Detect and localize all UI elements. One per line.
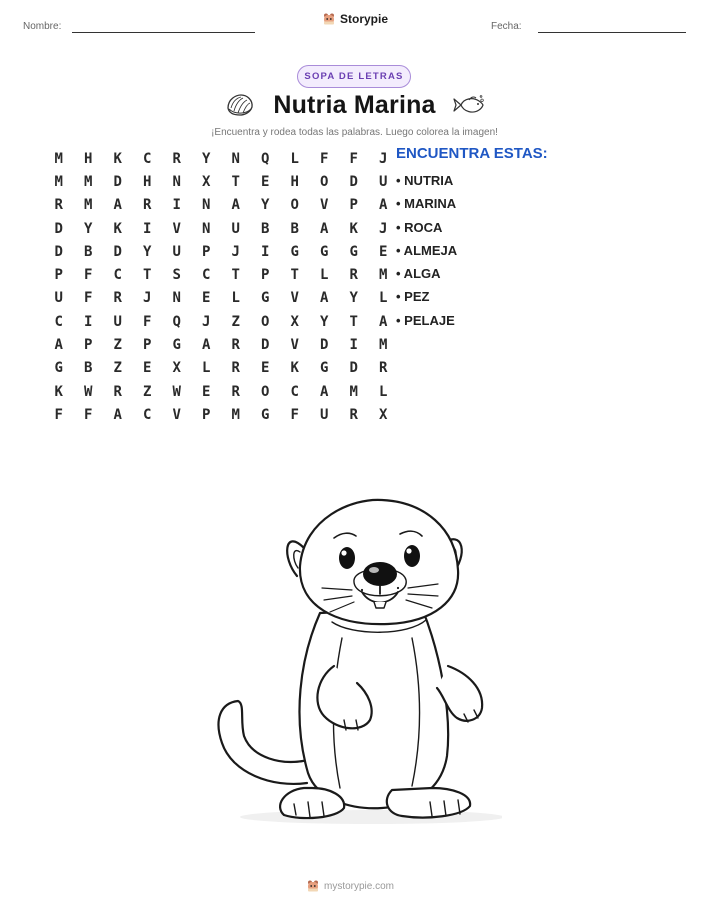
grid-cell[interactable]: F bbox=[320, 150, 329, 167]
grid-cell[interactable]: Q bbox=[261, 150, 270, 167]
grid-cell[interactable]: Y bbox=[261, 197, 270, 214]
grid-cell[interactable]: T bbox=[231, 173, 240, 190]
grid-cell[interactable]: A bbox=[379, 313, 388, 330]
storypie-logo-icon bbox=[306, 879, 320, 893]
grid-cell[interactable]: U bbox=[54, 290, 63, 307]
grid-cell[interactable]: R bbox=[231, 360, 240, 377]
grid-row bbox=[44, 287, 398, 310]
grid-row bbox=[44, 310, 398, 333]
date-line[interactable] bbox=[538, 32, 686, 33]
grid-row bbox=[44, 403, 398, 426]
grid-cell[interactable]: L bbox=[290, 150, 299, 167]
grid-cell[interactable]: J bbox=[143, 290, 152, 307]
grid-cell[interactable]: D bbox=[113, 173, 122, 190]
grid-cell[interactable]: K bbox=[113, 220, 122, 237]
grid-cell[interactable]: D bbox=[261, 337, 270, 354]
grid-row bbox=[44, 194, 398, 217]
grid-cell[interactable]: W bbox=[172, 383, 181, 400]
grid-cell[interactable]: K bbox=[113, 150, 122, 167]
date-label: Fecha: bbox=[491, 21, 522, 32]
instructions: ¡Encuentra y rodea todas las palabras. Luego colorea la imagen! bbox=[211, 127, 498, 138]
grid-cell[interactable]: P bbox=[202, 406, 211, 423]
grid-cell[interactable]: G bbox=[349, 243, 358, 260]
grid-cell[interactable]: C bbox=[54, 313, 63, 330]
word-list-item: • ROCA bbox=[396, 219, 443, 235]
grid-cell[interactable]: U bbox=[113, 313, 122, 330]
grid-row bbox=[44, 333, 398, 356]
grid-cell[interactable]: N bbox=[202, 220, 211, 237]
grid-cell[interactable]: T bbox=[290, 267, 299, 284]
grid-cell[interactable]: F bbox=[54, 406, 63, 423]
footer-url[interactable]: mystorypie.com bbox=[324, 880, 395, 892]
grid-cell[interactable]: H bbox=[290, 173, 299, 190]
word-list-item: • PEZ bbox=[396, 289, 430, 305]
grid-cell[interactable]: T bbox=[231, 267, 240, 284]
page-title: Nutria Marina bbox=[273, 91, 436, 119]
grid-cell[interactable]: V bbox=[290, 337, 299, 354]
storypie-logo-icon bbox=[322, 12, 336, 26]
grid-cell[interactable]: P bbox=[84, 337, 93, 354]
grid-cell[interactable]: A bbox=[379, 197, 388, 214]
grid-cell[interactable]: P bbox=[349, 197, 358, 214]
grid-cell[interactable]: X bbox=[202, 173, 211, 190]
grid-cell[interactable]: M bbox=[379, 267, 388, 284]
grid-cell[interactable]: Y bbox=[320, 313, 329, 330]
grid-row bbox=[44, 263, 398, 286]
word-list-title: ENCUENTRA ESTAS: bbox=[396, 145, 548, 162]
grid-cell[interactable]: P bbox=[261, 267, 270, 284]
grid-cell[interactable]: A bbox=[54, 337, 63, 354]
grid-cell[interactable]: K bbox=[54, 383, 63, 400]
grid-cell[interactable]: C bbox=[202, 267, 211, 284]
grid-cell[interactable]: O bbox=[320, 173, 329, 190]
grid-cell[interactable]: D bbox=[349, 360, 358, 377]
grid-cell[interactable]: X bbox=[172, 360, 181, 377]
grid-cell[interactable]: Z bbox=[113, 337, 122, 354]
grid-cell[interactable]: A bbox=[202, 337, 211, 354]
grid-cell[interactable]: P bbox=[54, 267, 63, 284]
grid-cell[interactable]: D bbox=[320, 337, 329, 354]
grid-cell[interactable]: L bbox=[379, 383, 388, 400]
grid-cell[interactable]: Y bbox=[349, 290, 358, 307]
brand-name: Storypie bbox=[340, 12, 389, 26]
grid-row bbox=[44, 217, 398, 240]
grid-cell[interactable]: U bbox=[231, 220, 240, 237]
grid-cell[interactable]: R bbox=[231, 337, 240, 354]
grid-cell[interactable]: D bbox=[54, 243, 63, 260]
grid-cell[interactable]: R bbox=[379, 360, 388, 377]
word-list bbox=[396, 172, 457, 335]
grid-cell[interactable]: C bbox=[143, 150, 152, 167]
grid-cell[interactable]: A bbox=[320, 383, 329, 400]
grid-cell[interactable]: J bbox=[231, 243, 240, 260]
grid-cell[interactable]: C bbox=[290, 383, 299, 400]
grid-cell[interactable]: R bbox=[231, 383, 240, 400]
word-list-item: • MARINA bbox=[396, 196, 457, 212]
grid-cell[interactable]: F bbox=[84, 290, 93, 307]
grid-cell[interactable]: U bbox=[320, 406, 329, 423]
word-search-grid[interactable] bbox=[44, 147, 398, 427]
grid-cell[interactable]: X bbox=[379, 406, 388, 423]
grid-cell[interactable]: A bbox=[113, 197, 122, 214]
grid-cell[interactable]: V bbox=[320, 197, 329, 214]
grid-cell[interactable]: D bbox=[113, 243, 122, 260]
word-list-item: • NUTRIA bbox=[396, 173, 454, 188]
grid-cell[interactable]: M bbox=[349, 383, 358, 400]
grid-row bbox=[44, 380, 398, 403]
grid-cell[interactable]: J bbox=[202, 313, 211, 330]
grid-cell[interactable]: I bbox=[172, 197, 181, 214]
grid-cell[interactable]: V bbox=[172, 406, 181, 423]
grid-cell[interactable]: F bbox=[84, 267, 93, 284]
grid-cell[interactable]: M bbox=[231, 406, 240, 423]
grid-cell[interactable]: I bbox=[143, 220, 152, 237]
activity-badge: SOPA DE LETRAS bbox=[297, 65, 411, 88]
grid-cell[interactable]: Y bbox=[84, 220, 93, 237]
grid-cell[interactable]: E bbox=[261, 173, 270, 190]
grid-cell[interactable]: G bbox=[54, 360, 63, 377]
grid-cell[interactable]: E bbox=[202, 290, 211, 307]
grid-cell[interactable]: L bbox=[202, 360, 211, 377]
grid-cell[interactable]: M bbox=[84, 173, 93, 190]
grid-cell[interactable]: A bbox=[320, 220, 329, 237]
grid-cell[interactable]: T bbox=[349, 313, 358, 330]
grid-cell[interactable]: O bbox=[261, 313, 270, 330]
grid-cell[interactable]: R bbox=[113, 383, 122, 400]
word-list-item: • PELAJE bbox=[396, 312, 455, 328]
grid-cell[interactable]: Z bbox=[231, 313, 240, 330]
grid-row bbox=[44, 240, 398, 263]
grid-cell[interactable]: N bbox=[172, 173, 181, 190]
grid-cell[interactable]: R bbox=[54, 197, 63, 214]
grid-cell[interactable]: L bbox=[231, 290, 240, 307]
grid-cell[interactable]: I bbox=[84, 313, 93, 330]
grid-cell[interactable]: K bbox=[290, 360, 299, 377]
grid-cell[interactable]: J bbox=[379, 150, 388, 167]
grid-cell[interactable]: N bbox=[231, 150, 240, 167]
grid-cell[interactable]: N bbox=[172, 290, 181, 307]
grid-cell[interactable]: E bbox=[202, 383, 211, 400]
grid-cell[interactable]: B bbox=[84, 243, 93, 260]
grid-cell[interactable]: J bbox=[379, 220, 388, 237]
grid-cell[interactable]: R bbox=[349, 406, 358, 423]
grid-cell[interactable]: E bbox=[379, 243, 388, 260]
grid-cell[interactable]: Y bbox=[202, 150, 211, 167]
grid-cell[interactable]: U bbox=[172, 243, 181, 260]
word-list-item: • ALGA bbox=[396, 266, 441, 282]
grid-cell[interactable]: R bbox=[349, 267, 358, 284]
grid-cell[interactable]: R bbox=[113, 290, 122, 307]
grid-cell[interactable]: H bbox=[84, 150, 93, 167]
grid-cell[interactable]: L bbox=[379, 290, 388, 307]
name-line[interactable] bbox=[72, 32, 255, 33]
grid-cell[interactable]: P bbox=[202, 243, 211, 260]
grid-row bbox=[44, 170, 398, 193]
grid-cell[interactable]: G bbox=[261, 290, 270, 307]
grid-cell[interactable]: O bbox=[290, 197, 299, 214]
grid-cell[interactable]: Z bbox=[143, 383, 152, 400]
grid-cell[interactable]: O bbox=[261, 383, 270, 400]
grid-cell[interactable]: A bbox=[320, 290, 329, 307]
grid-cell[interactable]: M bbox=[54, 173, 63, 190]
footer bbox=[306, 879, 394, 893]
grid-cell[interactable]: B bbox=[290, 220, 299, 237]
grid-cell[interactable]: R bbox=[143, 197, 152, 214]
word-list-item: • ALMEJA bbox=[396, 242, 458, 258]
grid-cell[interactable]: I bbox=[349, 337, 358, 354]
grid-cell[interactable]: C bbox=[143, 406, 152, 423]
grid-cell[interactable]: W bbox=[84, 383, 93, 400]
grid-cell[interactable]: M bbox=[54, 150, 63, 167]
grid-cell[interactable]: M bbox=[379, 337, 388, 354]
grid-cell[interactable]: G bbox=[261, 406, 270, 423]
grid-cell[interactable]: V bbox=[290, 290, 299, 307]
grid-cell[interactable]: G bbox=[290, 243, 299, 260]
grid-cell[interactable]: I bbox=[261, 243, 270, 260]
grid-row bbox=[44, 357, 398, 380]
grid-cell[interactable]: A bbox=[231, 197, 240, 214]
grid-cell[interactable]: H bbox=[143, 173, 152, 190]
grid-cell[interactable]: B bbox=[261, 220, 270, 237]
grid-cell[interactable]: Y bbox=[143, 243, 152, 260]
grid-cell[interactable]: B bbox=[84, 360, 93, 377]
grid-cell[interactable]: L bbox=[320, 267, 329, 284]
grid-cell[interactable]: Z bbox=[113, 360, 122, 377]
grid-cell[interactable]: D bbox=[54, 220, 63, 237]
grid-cell[interactable]: G bbox=[320, 360, 329, 377]
fish-icon bbox=[451, 94, 485, 116]
name-label: Nombre: bbox=[23, 21, 62, 32]
brand bbox=[322, 12, 388, 26]
grid-cell[interactable]: F bbox=[84, 406, 93, 423]
grid-cell[interactable]: F bbox=[143, 313, 152, 330]
grid-cell[interactable]: E bbox=[261, 360, 270, 377]
grid-cell[interactable]: X bbox=[290, 313, 299, 330]
grid-cell[interactable]: F bbox=[349, 150, 358, 167]
grid-cell[interactable]: P bbox=[143, 337, 152, 354]
grid-cell[interactable]: C bbox=[113, 267, 122, 284]
grid-cell[interactable]: E bbox=[143, 360, 152, 377]
grid-cell[interactable]: D bbox=[349, 173, 358, 190]
grid-cell[interactable]: Q bbox=[172, 313, 181, 330]
grid-cell[interactable]: R bbox=[172, 150, 181, 167]
grid-cell[interactable]: T bbox=[143, 267, 152, 284]
grid-cell[interactable]: A bbox=[113, 406, 122, 423]
grid-cell[interactable]: G bbox=[172, 337, 181, 354]
grid-cell[interactable]: G bbox=[320, 243, 329, 260]
grid-cell[interactable]: M bbox=[84, 197, 93, 214]
grid-cell[interactable]: U bbox=[379, 173, 388, 190]
grid-cell[interactable]: V bbox=[172, 220, 181, 237]
grid-cell[interactable]: S bbox=[172, 267, 181, 284]
grid-cell[interactable]: N bbox=[202, 197, 211, 214]
grid-cell[interactable]: K bbox=[349, 220, 358, 237]
grid-cell[interactable]: F bbox=[290, 406, 299, 423]
otter-illustration bbox=[212, 488, 502, 828]
grid-row bbox=[44, 147, 398, 170]
